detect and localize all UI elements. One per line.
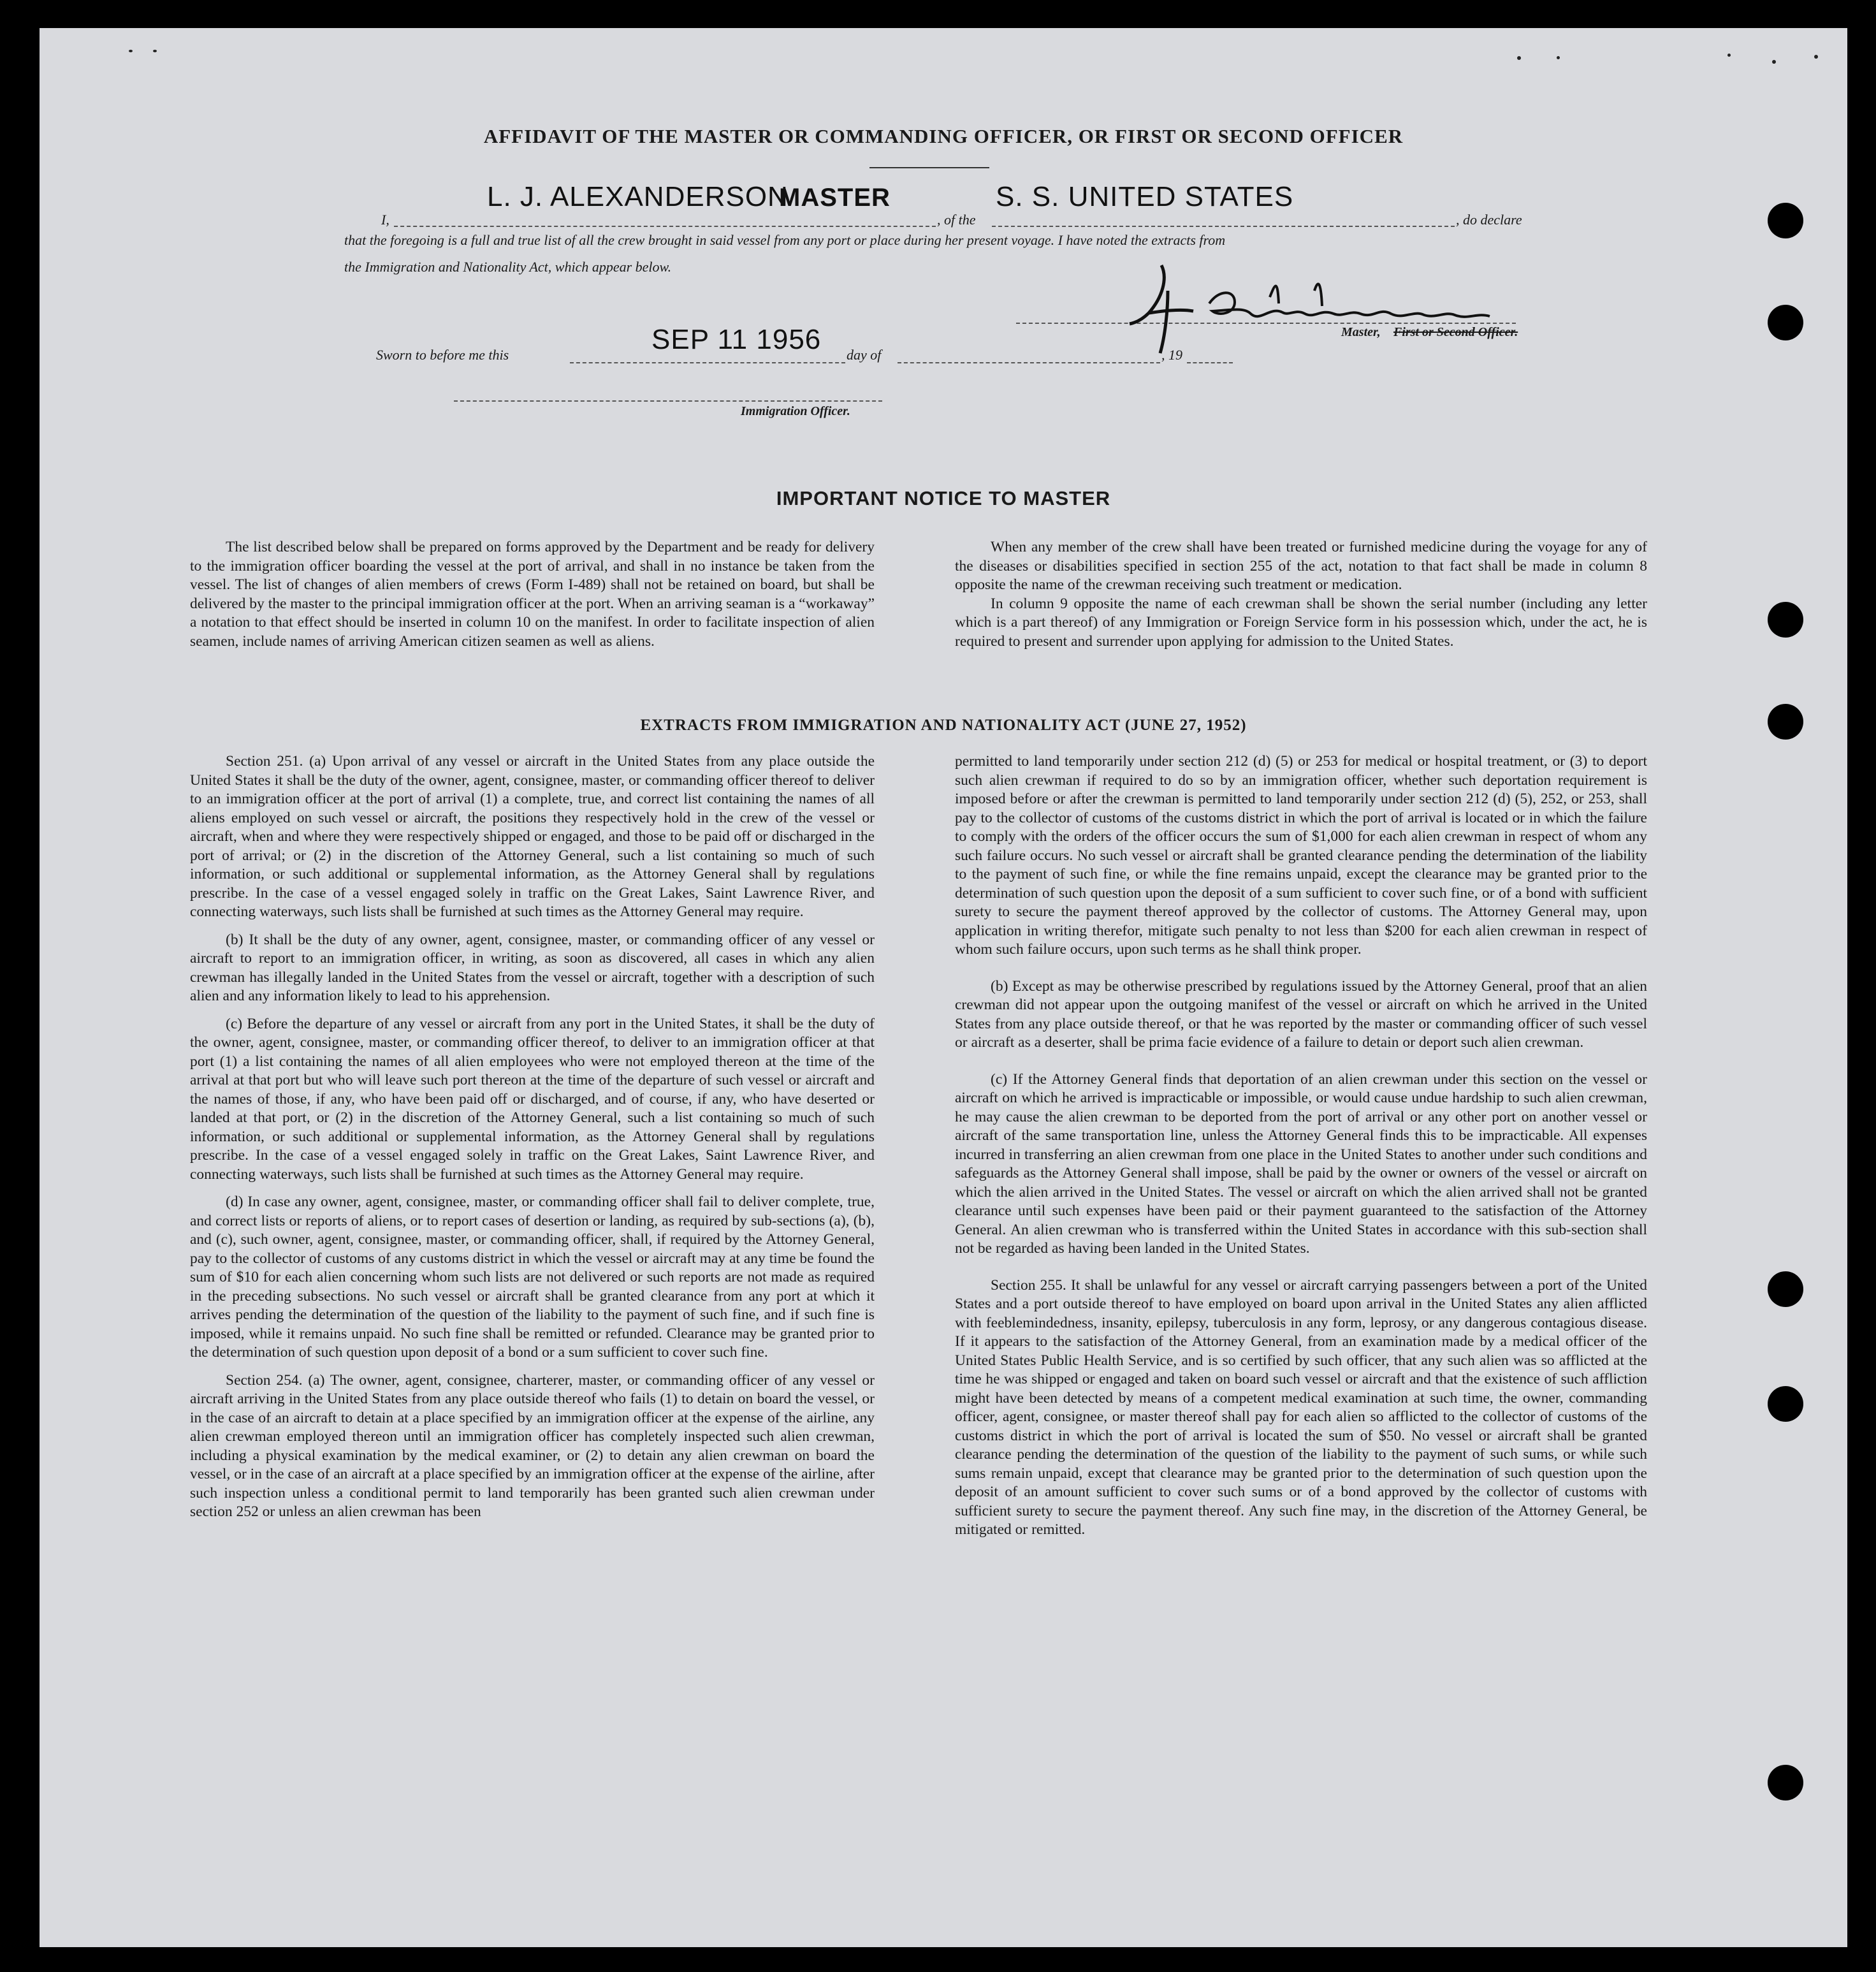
i-label: I, [381,212,389,228]
sworn-year-line [1187,362,1233,363]
extract-paragraph: Section 251. (a) Upon arrival of any vessel or aircraft in the United States from any place outside the United States it shall be the duty of the owner, agent, consignee, master, or commanding officer thereof to deliver to an immigration officer at the port of arrival (1) a complete, true, and correct list containing the names of all aliens employed on such vessel or aircraft, the positions they respectively hold in the crew of the vessel or aircraft, when and where they were respectively shipped or engaged, and those to be paid off or discharged in the port of arrival; or (2) in the discretion of the Attorney General, such a list containing so much of such information, or such additional or supplemental information, as the Attorney General shall by regulations prescribe. In the case of a vessel engaged solely in traffic on the Great Lakes, Saint Lawrence River, and connecting waterways, such lists shall be furnished at such times as the Attorney General may require. [190,753,875,920]
dust-speck [1557,56,1560,59]
extract-paragraph: (b) It shall be the duty of any owner, agent, consignee, master, or commanding officer of any vessel or aircraft to report to an immigration officer, in writing, as soon as discovered, all cases in which any alien crewman has illegally landed in the United States from the vessel or aircraft, together with a description of such alien and any information likely to lead to his apprehension. [190,931,875,1004]
extract-paragraph: (b) Except as may be otherwise prescribed by regulations issued by the Attorney General, proof that an alien crewman did not appear upon the outgoing manifest of the vessel or aircraft on which he arrived in the United States from any place outside thereof, or that he was reported by the master or commanding officer of such vessel or aircraft as a deserter, shall be prima facie evidence of a failure to detain or deport such alien crewman. [955,977,1647,1051]
dust-speck [129,50,133,52]
punch-hole-icon [1768,602,1803,638]
dust-speck [1772,60,1776,64]
declaration-line-1: that the foregoing is a full and true list of all the crew brought in said vessel from any port or place during her present voyage. I have noted the extracts from [344,232,1226,248]
title-underline [869,167,989,168]
name-line [394,226,936,227]
punch-hole-icon [1768,1386,1803,1422]
notice-left-paragraph: The list described below shall be prepared on forms approved by the Department and be ready for delivery to the immigration officer boarding the vessel at the port of arrival, and shall in no instance be taken from the vessel. The list of changes of alien members of crews (Form I-489) shall not be retained on board, but shall be delivered by the master to the principal immigration officer at the port. When an arriving seaman is a “workaway” a notation to that effect should be inserted in column 10 on the manifest. In order to facilitate inspection of alien seamen, include names of arriving American citizen seamen as well as aliens. [190,539,875,650]
signature-caption-struck: First or Second Officer. [1393,325,1518,339]
sworn-day-line [570,362,845,363]
extracts-title: EXTRACTS FROM IMMIGRATION AND NATIONALITY ACT (JUNE 27, 1952) [640,717,1247,734]
dust-speck [1517,56,1521,60]
dust-speck [153,50,157,52]
notice-right-column [955,538,1647,651]
notice-title: IMPORTANT NOTICE TO MASTER [776,487,1111,509]
officer-name: L. J. ALEXANDERSON [487,181,789,212]
dust-speck [1727,54,1731,57]
officer-rank: MASTER [779,184,891,212]
immigration-officer-label: Immigration Officer. [741,404,850,418]
extract-paragraph: (d) In case any owner, agent, consignee, master, or commanding officer shall fail to deliver complete, true, and correct lists or reports of aliens, or to report cases of desertion or landing, as required by sub-sections (a), (b), and (c), such owner, agent, consignee, master, or commanding officer, shall, if required by the Attorney General, pay to the collector of customs of any customs district in which the vessel or aircraft may at any time be found the sum of $10 for each alien concerning whom such lists are not delivered or such reports are not made as required in the preceding subsections. No such vessel or aircraft shall be granted clearance from any port at which it arrives pending the determination of the question of the liability to the payment of such fine, and if such fine is imposed, while it remains unpaid. No such fine shall be remitted or refunded. Clearance may be granted prior to the determination of such question upon deposit of a bond or a sum sufficient to cover such fine. [190,1194,875,1361]
punch-hole-icon [1768,1271,1803,1307]
extract-paragraph: (c) Before the departure of any vessel or aircraft from any port in the United States, it shall be the duty of the owner, agent, consignee, master, or commanding officer thereof, to deliver to an immigration officer at that port (1) a list containing the names of all alien employees who were not employed thereon at the time of the arrival at that port but who will leave such port thereon at the time of the departure of such vessel or aircraft and the names of those, if any, who have been paid off or discharged, and of course, if any, who have deserted or landed at that port, or (2) in the discretion of the Attorney General, such a list containing so much of such information, or such additional or supplemental information, as the Attorney General shall by regulations prescribe. In the case of a vessel engaged solely in traffic on the Great Lakes, Saint Lawrence River, and connecting waterways, such lists shall be furnished at such times as the Attorney General may require. [190,1015,875,1183]
document-sheet [40,28,1847,1947]
sworn-date-stamp: SEP 11 1956 [651,324,822,355]
extracts-right-column [955,752,1647,1540]
notice-right-paragraph-2: In column 9 opposite the name of each crewman shall be shown the serial number (including any letter which is a part thereof) of any Immigration or Foreign Service form in his possession which, under the act, he is required to present and surrender upon applying for admission to the United States. [955,595,1647,650]
punch-hole-icon [1768,203,1803,238]
declaration-line-2: the Immigration and Nationality Act, which appear below. [344,259,672,275]
extract-paragraph: Section 255. It shall be unlawful for any vessel or aircraft carrying passengers between a port of the United States and a port outside thereof to have employed on board upon arrival in the United States any alien afflicted with feeblemindedness, insanity, epilepsy, tuberculosis in any form, leprosy, or any dangerous contagious disease. If it appears to the satisfaction of the Attorney General, from an examination made by a medical officer of the United States Public Health Service, and is so certified by such officer, that any such alien was so afflicted at the time he was shipped or engaged and taken on board such vessel or aircraft and that the existence of such affliction might have been detected by means of a competent medical examination at such time, the owner, commanding officer, agent, consignee, or master thereof shall pay for each alien so afflicted to the collector of customs of the customs district in which the port of arrival is located the sum of $50. No vessel or aircraft shall be granted clearance pending the determination of the question of the liability to the payment of such sums, or while such sums remain unpaid, except that clearance may be granted prior to the determination of such question upon the deposit of an amount sufficient to cover such sums or of a bond approved by the collector of customs with sufficient surety to secure the payment thereof. Any such fine may, in the discretion of the Attorney General, be mitigated or remitted. [955,1276,1647,1538]
sworn-month-line [898,362,1160,363]
do-declare-label: , do declare [1456,212,1522,228]
extract-paragraph: Section 254. (a) The owner, agent, consignee, charterer, master, or commanding officer of any vessel or aircraft arriving in the United States from any place outside thereof who fails (1) to detain on board the vessel, or in the case of an aircraft to detain at a place specified by an immigration officer at the expense of the airline, any alien crewman employed thereon until an immigration officer has completely inspected such alien crewman, including a physical examination by the medical examiner, or (2) to detain any alien crewman on board the vessel, or in the case of an aircraft at a place specified by an immigration officer at the expense of the airline, after such inspection unless a conditional permit to land temporarily has been granted such alien crewman under section 252 or unless an alien crewman has been [190,1371,875,1520]
sworn-label: Sworn to before me this [376,347,509,363]
vessel-line [992,226,1455,227]
notice-right-paragraph-1: When any member of the crew shall have been treated or furnished medicine during the voyage for any of the diseases or disabilities specified in section 255 of the act, notation to that fact shall be made in column 8 opposite the name of the crewman receiving such treatment or medication. [955,539,1647,593]
signature-caption-master: Master, [1341,325,1381,339]
vessel-name: S. S. UNITED STATES [996,181,1294,212]
notice-left-column [190,538,875,651]
immigration-officer-line [454,400,882,402]
year-label: , 19 [1161,347,1182,363]
punch-hole-icon [1768,1765,1803,1800]
extracts-left-column [190,752,875,1522]
extract-paragraph: permitted to land temporarily under section 212 (d) (5) or 253 for medical or hospital treatment, or (3) to deport such alien crewman if required to do so by an immigration officer, whether such deportation requirement is imposed before or after the crewman is permitted to land temporarily under section 212 (d) (5), 252, or 253, shall pay to the collector of customs of the customs district in which the port of arrival is located or in which the failure to comply with the orders of the officer occurs the sum of $1,000 for each alien crewman in respect of whom any such failure occurs. No such vessel or aircraft shall be granted clearance pending the determination of the liability to the payment of such fine, or while the fine remains unpaid, except the clearance may be granted prior to the determination of such question upon the deposit of a sum sufficient to cover such fine, or of a bond with sufficient surety to secure the payment thereof approved by the collector of customs. The Attorney General may, upon application in writing therefor, mitigate such penalty to not less than $200 for each alien crewman in respect of whom such failure occurs, upon such terms as he shall think proper. [955,753,1647,958]
extract-paragraph: (c) If the Attorney General finds that deportation of an alien crewman under this section on the vessel or aircraft on which he arrived is impracticable or impossible, or would cause undue hardship to such alien crewman, he may cause the alien crewman to be deported from the port of arrival or any other port on another vessel or aircraft of the same transportation line, unless the Attorney General finds this to be impracticable. All expenses incurred in transferring an alien crewman from one place in the United States to another under such conditions and safeguards as the Attorney General shall impose, shall be paid by the owner or owners of the vessel or aircraft on which the alien arrived in the United States. The vessel or aircraft on which the alien arrived shall not be granted clearance until such expenses have been paid or their payment guaranteed to the satisfaction of the Attorney General. An alien crewman who is transferred within the United States in accordance with this sub-section shall not be regarded as having been landed in the United States. [955,1070,1647,1257]
dust-speck [1814,55,1818,59]
punch-hole-icon [1768,305,1803,340]
day-of-label: day of [847,347,882,363]
of-the-label: , of the [937,212,976,228]
affidavit-title: AFFIDAVIT OF THE MASTER OR COMMANDING OFFICER, OR FIRST OR SECOND OFFICER [483,125,1404,147]
